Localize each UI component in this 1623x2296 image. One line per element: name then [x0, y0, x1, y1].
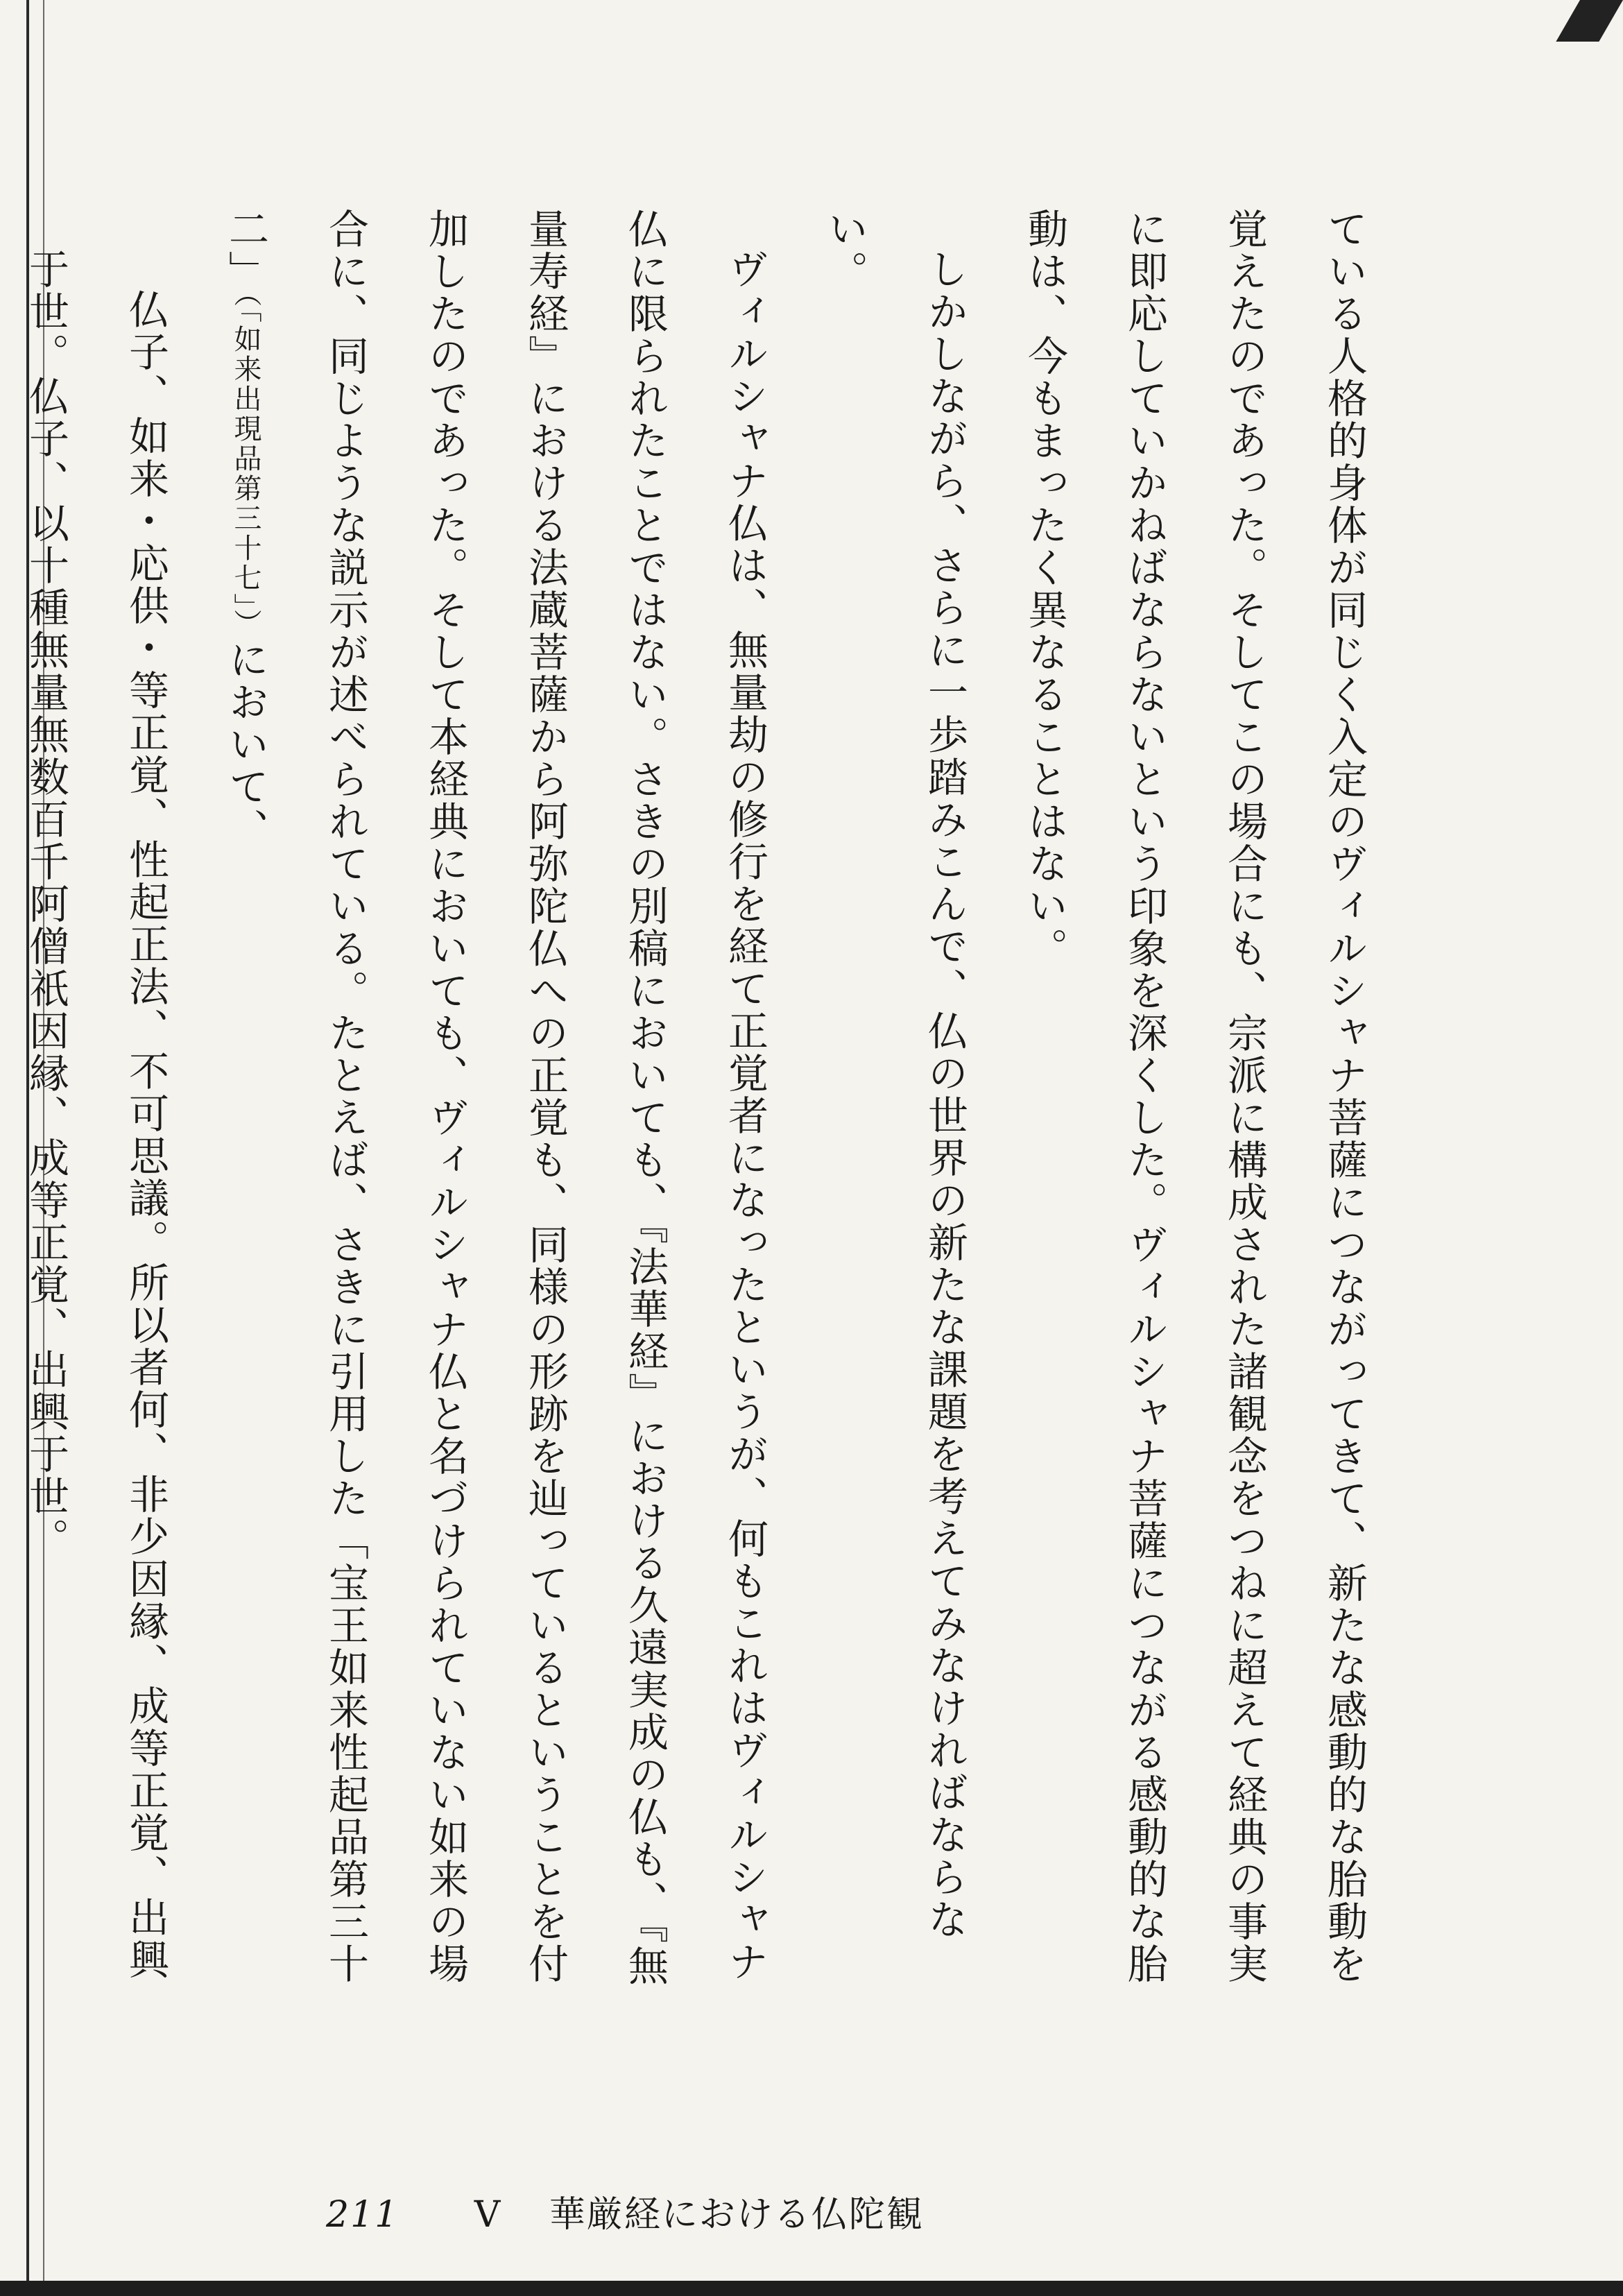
vertical-body-text — [0, 208, 1394, 1998]
quotation-block: 仏子、如来・応供・等正覚、性起正法、不可思議。所以者何、非少因縁、成等正覚、出興于世。仏子、以十種無量無数百千阿僧祇因縁、成等正覚、出興于世。 — [22, 248, 169, 1981]
paragraph-1: ている人格的身体が同じく入定のヴィルシャナ菩薩につながってきて、新たな感動的な胎動を覚えたのであった。そしてこの場合にも、宗派に構成された諸観念をつねに超えて経典の事実に即応していかねばならないという印象を深くした。ヴィルシャナ菩薩につながる感動的な胎動は、今もまったく異なることはない。 — [1021, 208, 1368, 1985]
paragraph-2: しかしながら、さらに一歩踏みこんで、仏の世界の新たな課題を考えてみなければならない。 — [821, 208, 968, 1941]
paragraph-3 — [196, 208, 795, 1998]
paragraph-3-note: （「如来出現品第三十七」） — [230, 293, 261, 639]
scan-corner-top-right — [1556, 0, 1623, 42]
scan-edge-bottom — [0, 2281, 1623, 2296]
page-footer — [326, 2185, 924, 2237]
paragraph-3-end: において、 — [222, 639, 269, 850]
chapter-number: V — [474, 2194, 502, 2236]
page-number: 211 — [326, 2194, 400, 2236]
paragraph-3-text: ヴィルシャナ仏は、無量劫の修行を経て正覚者になったというが、何もこれはヴィルシャナ仏に限られたことではない。さきの別稿においても、『法華経』における久遠実成の仏も、『無量寿経』における法蔵菩薩から阿弥陀仏への正覚も、同様の形跡を辿っているということを付加したのであった。そして本経典においても、ヴィルシャナ仏と名づけられていない如来の場合に、同じような説示が述べられている。たとえば、さきに引用した「宝王如来性起品第三十二」 — [222, 208, 768, 1987]
chapter-title: 華厳経における仏陀観 — [549, 2194, 924, 2236]
